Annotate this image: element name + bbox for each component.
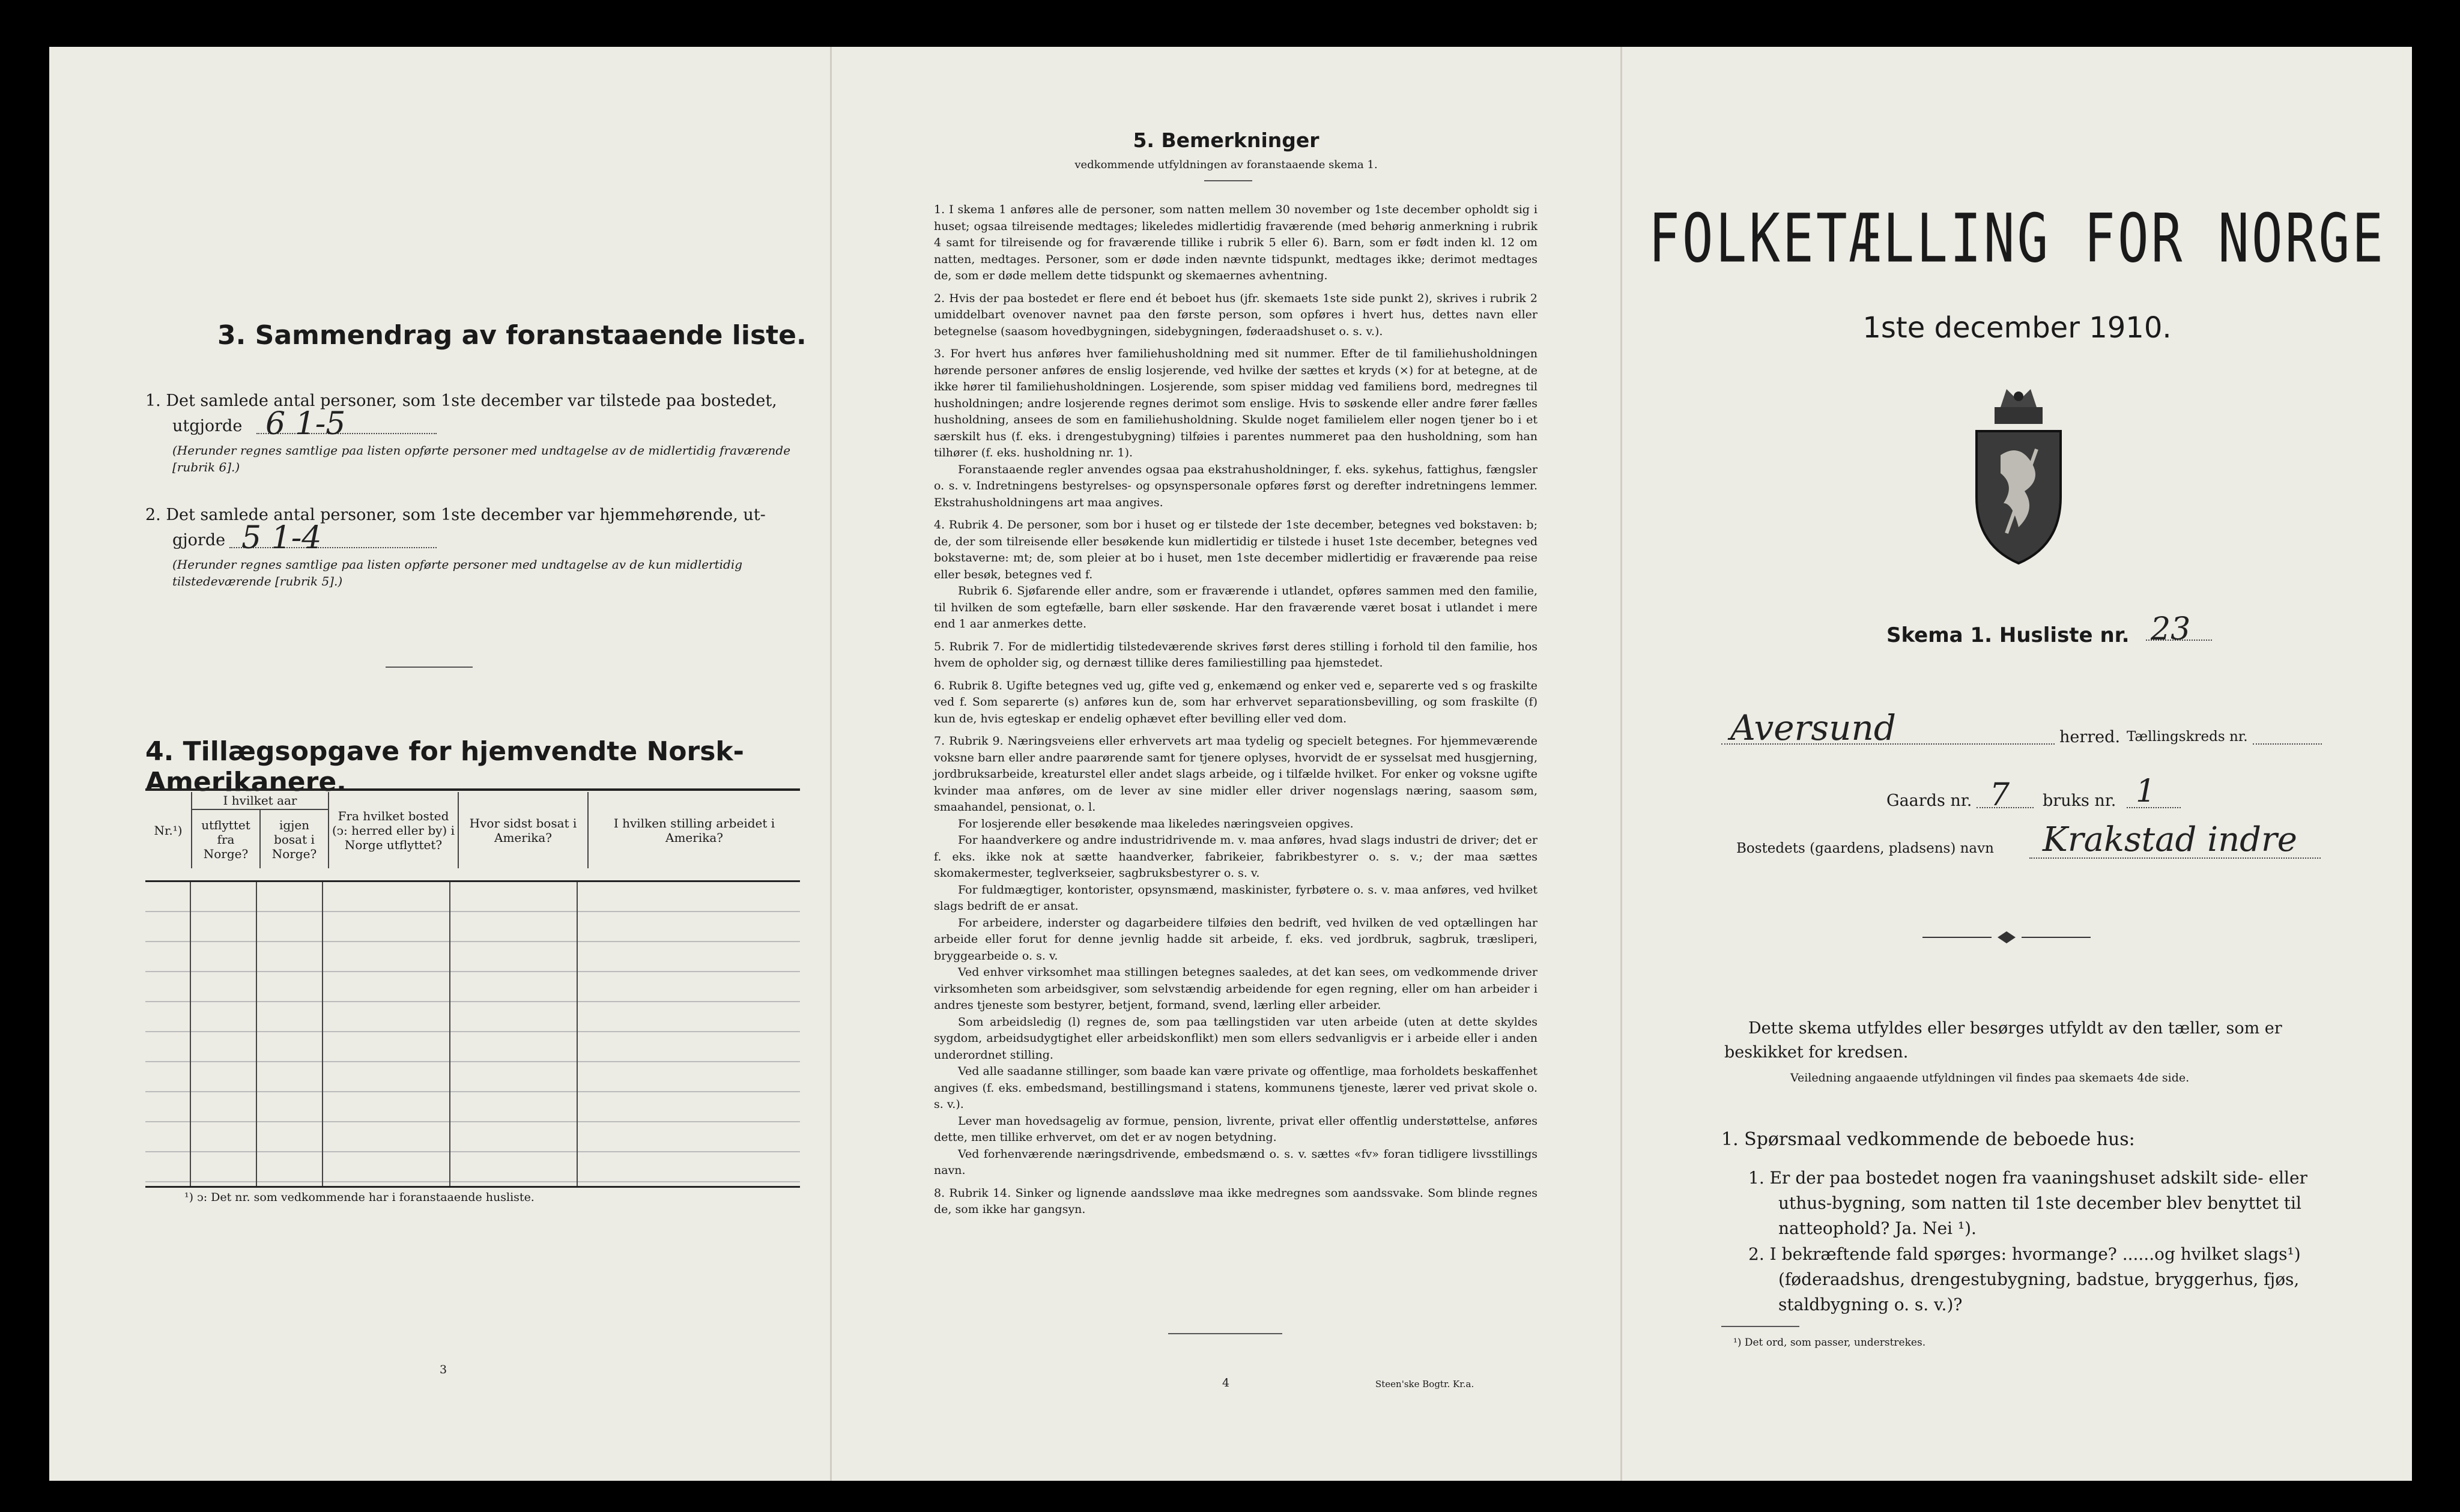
footnote-rule xyxy=(1721,1326,1799,1327)
question-heading: 1. Spørsmaal vedkommende de beboede hus: xyxy=(1721,1129,2135,1150)
remarks-list xyxy=(934,202,1538,1218)
remark-7d: For fuldmægtiger, kontorister, opsynsmænd, maskinister, fyrbøtere o. s. v. maa anføres, ved hvilket slags bedrift de er ansat. xyxy=(934,883,1538,913)
table-vline-1 xyxy=(190,882,191,1186)
item1-handwritten: 6 1-5 xyxy=(265,406,346,442)
page-middle xyxy=(830,47,1620,1481)
col-nr: Nr.¹) xyxy=(145,792,192,868)
col-returned: igjen bosat i Norge? xyxy=(260,809,329,868)
remarks-end-rule xyxy=(1168,1333,1282,1334)
page-number-3: 3 xyxy=(440,1363,447,1376)
item1-label: utgjorde xyxy=(172,417,243,435)
instruction-small: Veiledning angaaende utfyldningen vil findes paa skemaets 4de side. xyxy=(1790,1071,2190,1084)
remark-3: 3. For hvert hus anføres hver familiehusholdning med sit nummer. Efter de til familiehusholdningen hørende personer anføres de enslig losjerende, ved hvilke der sættes et kryds (×) for at betegne, at de ikke hører til familiehusholdningen. Losjerende, som spiser middag ved familiens bord, medregnes til husholdningen; andre losjerende regnes derimot som enslige. Hvis to søskende eller andre fører fælles husholdning, ansees de som en familiehusholdning. Skulde noget familielem eller nogen tjener bo i et særskilt hus (f. eks. i drengestubygning) tilføies i parentes nummeret paa den husholdning, som han tilhører (f. eks. husholdning nr. 1). xyxy=(934,347,1538,459)
remark-6: 6. Rubrik 8. Ugifte betegnes ved ug, gifte ved g, enkemænd og enker ved e, separerte ved s og fraskilte ved f. Som separerte (s) anføres kun de, som har erhvervet separationsbevilling, og som fraskilte (f) kun de, hvis egteskap er endelig ophævet efter bevilling eller ved dom. xyxy=(934,679,1538,725)
page-right xyxy=(1620,47,2412,1481)
footnote: ¹) Det ord, som passer, understrekes. xyxy=(1733,1337,1926,1349)
kreds-label: Tællingskreds nr. xyxy=(2127,729,2248,745)
item1-note: (Herunder regnes samtlige paa listen opførte personer med undtagelse av de midlertidig fraværende [rubrik 6].) xyxy=(172,443,791,474)
table-footnote: ¹) ↄ: Det nr. som vedkommende har i foranstaaende husliste. xyxy=(184,1191,535,1204)
printer-imprint: Steen'ske Bogtr. Kr.a. xyxy=(1375,1379,1474,1390)
gaards-label: Gaards nr. xyxy=(1886,791,1972,810)
item1-text: 1. Det samlede antal personer, som 1ste december var tilstede paa bostedet, xyxy=(145,392,777,410)
remark-7j: Ved forhenværende næringsdrivende, embedsmænd o. s. v. sættes «fv» foran tidligere livsstillings navn. xyxy=(934,1147,1538,1177)
col-year-group: I hvilket aar xyxy=(192,792,329,809)
remark-7h: Ved alle saadanne stillinger, som baade kan være private og offentlige, maa forholdets beskaffenhet angives (f. eks. embedsmand, bestillingsmand i statens, kommunens tjeneste, lærer ved privat skole o. s. v.). xyxy=(934,1065,1538,1111)
remark-2: 2. Hvis der paa bostedet er flere end ét beboet hus (jfr. skemaets 1ste side punkt 2), skrives i rubrik 2 umiddelbart ovenover navnet paa den første person, som opføres i hvert hus, dettes navn eller betegnelse (saasom hovedbygningen, sidebygningen, føderaadshuset o. s. v.). xyxy=(934,291,1538,338)
table-vline-5 xyxy=(577,882,578,1186)
table-vline-3 xyxy=(322,882,323,1186)
ornament-icon xyxy=(1922,928,2091,946)
table-vline-2 xyxy=(256,882,257,1186)
remark-7: 7. Rubrik 9. Næringsveiens eller erhvervets art maa tydelig og specielt betegnes. For hjemmeværende voksne barn eller andre paarørende samt for tjenere oplyses, hvorvidt de er sysselsat med husgjerning, jordbruksarbeide, kreaturstel eller andet slags arbeide, og i tilfælde hvilket. For enker og voksne ugifte kvinder maa anføres, om de lever av sine midler eller driver nogenslags næring, saasom søm, smaahandel, pensionat, o. l. xyxy=(934,734,1538,814)
form-date: 1ste december 1910. xyxy=(1862,311,2172,345)
col-from-place: Fra hvilket bosted (ↄ: herred eller by) i Norge utflyttet? xyxy=(329,792,458,868)
item2-text: 2. Det samlede antal personer, som 1ste december var hjemmehørende, ut- xyxy=(145,506,766,524)
item2-label: gjorde xyxy=(172,531,226,549)
table-body xyxy=(145,882,800,1186)
section3-title: 3. Sammendrag av foranstaaende liste. xyxy=(217,320,807,351)
page-number-4: 4 xyxy=(1222,1376,1230,1390)
section4-title: 4. Tillægsopgave for hjemvendte Norsk-Amerikanere. xyxy=(145,736,744,797)
bosted-label: Bostedets (gaardens, pladsens) navn xyxy=(1736,841,1994,856)
table-vline-4 xyxy=(449,882,450,1186)
remark-5: 5. Rubrik 7. For de midlertidig tilstedeværende skrives først deres stilling i forhold til den familie, hos hvem de opholder sig, og dernæst tillike deres familiestilling paa hjemstedet. xyxy=(934,640,1538,670)
remark-3b: Foranstaaende regler anvendes ogsaa paa ekstrahusholdninger, f. eks. sykehus, fattighus, fængsler o. s. v. Indretningens bestyrelses- og opsynspersonale opføres først og derefter indretningens lemmer. Ekstrahusholdningens art maa angives. xyxy=(934,462,1538,509)
col-last-residence: Hvor sidst bosat i Amerika? xyxy=(458,792,588,868)
remark-4: 4. Rubrik 4. De personer, som bor i huset og er tilstede der 1ste december, betegnes ved bokstaven: b; de, der som tilreisende eller besøkende kun midlertidig er tilstede i huset 1ste december, betegnes ved bokstaverne: mt; de, som pleier at bo i huset, men 1ste december midlertidig er fraværende paa reise eller besøk, betegnes ved f. xyxy=(934,518,1538,581)
form-title: FOLKETÆLLING FOR NORGE xyxy=(1648,200,2386,278)
bruks-handwritten: 1 xyxy=(2136,773,2156,809)
table-bottom-rule xyxy=(145,1186,800,1188)
kreds-dotline xyxy=(2253,743,2322,745)
coat-of-arms-icon xyxy=(1959,383,2079,569)
bruks-label: bruks nr. xyxy=(2043,791,2116,810)
divider xyxy=(386,667,473,668)
norsk-amerikaner-table xyxy=(145,792,800,868)
gaards-handwritten: 7 xyxy=(1990,777,2010,813)
remark-7f: Ved enhver virksomhet maa stillingen betegnes saaledes, at det kan sees, om vedkommende driver virksomheten som arbeidsgiver, som selvstændig arbeidende for egen regning, eller om han arbeider i andres tjeneste som bestyrer, betjent, formand, svend, lærling eller arbeider. xyxy=(934,966,1538,1012)
skema-label: Skema 1. Husliste nr. xyxy=(1886,623,2130,647)
herred-handwritten: Aversund xyxy=(1730,707,1896,748)
remarks-subtitle: vedkommende utfyldningen av foranstaaende skema 1. xyxy=(1074,159,1378,171)
bosted-handwritten: Krakstad indre xyxy=(2043,820,2297,859)
col-emigrated: utflyttet fra Norge? xyxy=(192,809,260,868)
remark-7g: Som arbeidsledig (l) regnes de, som paa tællingstiden var uten arbeide (uten at dette skyldes sygdom, arbeidsudygtighet eller arbeidskonflikt) men som ellers sedvanligvis er i arbeide eller i anden underordnet stilling. xyxy=(934,1015,1538,1062)
col-position: I hvilken stilling arbeidet i Amerika? xyxy=(613,815,775,845)
remark-7e: For arbeidere, inderster og dagarbeidere tilføies den bedrift, ved hvilken de ved optællingen har arbeide eller forut for denne jevnlig hadde sit arbeide, f. eks. ved jordbruk, sagbruk, træsliperi, bryggearbeide o. s. v. xyxy=(934,916,1538,963)
husliste-nr-handwritten: 23 xyxy=(2151,611,2191,647)
herred-label: herred. xyxy=(2059,728,2121,746)
table-top-rule xyxy=(145,788,800,791)
instruction-text: Dette skema utfyldes eller besørges utfyldt av den tæller, som er beskikket for kredsen. xyxy=(1724,1019,2282,1062)
item2-note: (Herunder regnes samtlige paa listen opførte personer med undtagelse av de kun midlertidig tilstedeværende [rubrik 5].) xyxy=(172,557,743,588)
page-left xyxy=(49,47,830,1481)
item2-handwritten: 5 1-4 xyxy=(241,520,322,556)
remark-7c: For haandverkere og andre industridrivende m. v. maa anføres, hvad slags industri de driver; det er f. eks. ikke nok at sætte haandverker, fabrikeier, fabrikbestyrer o. s. v.; der maa sættes skomakermester, teglverkseier, sagbruksbestyrer o. s. v. xyxy=(934,833,1538,880)
remarks-title: 5. Bemerkninger xyxy=(1133,129,1319,152)
remark-1: 1. I skema 1 anføres alle de personer, som natten mellem 30 november og 1ste december opholdt sig i huset; ogsaa tilreisende medtages; likeledes midlertidig fraværende (med behørig anmerkning i rubrik 4 samt for tilreisende og for fraværende tillike i rubrik 5 eller 6). Barn, som er født inden kl. 12 om natten, medtages. Personer, som er døde inden nævnte tidspunkt, medtages ikke; derimot medtages de, som er døde mellem dette tidspunkt og skemaernes avhentning. xyxy=(934,203,1538,282)
question-2: 2. I bekræftende fald spørges: hvormange? ......og hvilket slags¹) (føderaadshus, drengestubygning, badstue, bryggerhus, fjøs, staldbygning o. s. v.)? xyxy=(1748,1244,2301,1314)
remark-7i: Lever man hovedsagelig av formue, pension, livrente, privat eller offentlig understøttelse, anføres dette, men tillike erhvervet, om det er av nogen betydning. xyxy=(934,1114,1538,1144)
remark-4b: Rubrik 6. Sjøfarende eller andre, som er fraværende i utlandet, opføres sammen med den familie, til hvilken de som egtefælle, barn eller søskende. Har den fraværende været bosat i utlandet i mere end 1 aar anmerkes dette. xyxy=(934,584,1538,631)
remark-7b: For losjerende eller besøkende maa likeledes næringsveien opgives. xyxy=(958,817,1354,830)
remarks-rule xyxy=(1204,180,1252,181)
question-1: 1. Er der paa bostedet nogen fra vaaningshuset adskilt side- eller uthus-bygning, som natten til 1ste december blev benyttet til natteophold? Ja. Nei ¹). xyxy=(1748,1168,2307,1238)
remark-8: 8. Rubrik 14. Sinker og lignende aandssløve maa ikke medregnes som aandssvake. Som blinde regnes de, som ikke har gangsyn. xyxy=(934,1186,1538,1216)
